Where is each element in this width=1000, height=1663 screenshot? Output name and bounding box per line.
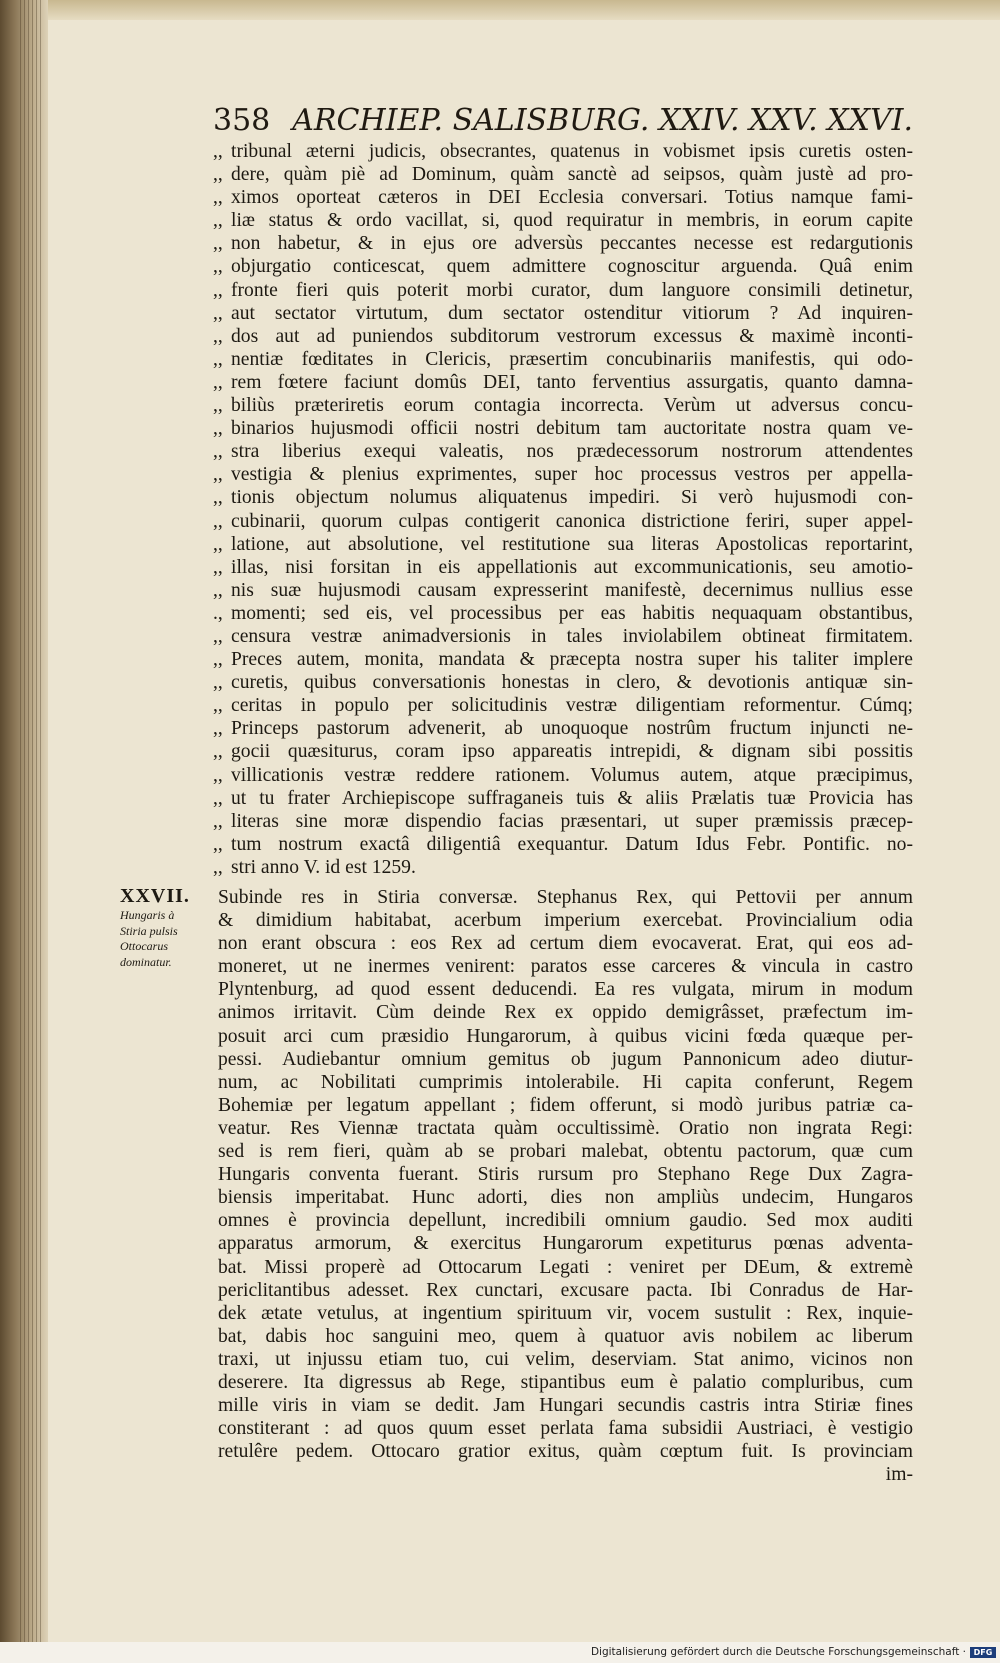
body-line: Subinde res in Stiria conversæ. Stephanus Rex, qui Pettovii per annum <box>218 887 913 908</box>
quote-mark: ,, <box>213 741 223 763</box>
page-edges <box>20 0 44 1642</box>
letter-text <box>213 140 913 879</box>
section-number: XXVII. <box>120 885 190 907</box>
letter-line <box>213 717 913 740</box>
running-header <box>213 101 914 141</box>
letter-line-text: villicationis vestræ reddere rationem. Volumus autem, atque præcipimus, <box>231 764 913 786</box>
letter-line-text: stri anno V. id est 1259. <box>231 856 416 878</box>
letter-line <box>213 833 913 856</box>
letter-line-text: cubinarii, quorum culpas contigerit canonica districtione feriri, super appel- <box>231 510 913 532</box>
letter-line <box>213 463 913 486</box>
quote-mark: ., <box>213 602 223 624</box>
body-line: deserere. Ita digressus ab Rege, stipantibus eum è palatio compluribus, cum <box>218 1371 913 1393</box>
body-line: dek ætate vetulus, at ingentium spirituum vir, vocem sustulit : Rex, inquie- <box>218 1302 913 1324</box>
quote-mark: ,, <box>213 787 223 809</box>
body-line: apparatus armorum, & exercitus Hungarorum expetiturus pœnas adventa- <box>218 1233 913 1255</box>
body-line: constiterant : ad quos quum esset perlata fama subsidii Austriaci, è vestigio <box>218 1418 913 1440</box>
quote-mark: ,, <box>213 302 223 324</box>
quote-mark: ,, <box>213 856 223 878</box>
catchword: im- <box>885 1464 913 1486</box>
body-line: retulêre pedem. Ottocaro gratior exitus, quàm cœptum fuit. Is provinciam <box>218 1441 913 1463</box>
body-line: & dimidium habitabat, acerbum imperium exercebat. Provincialium odia <box>218 910 913 932</box>
quote-mark: ,, <box>213 233 223 255</box>
letter-line-text: illas, nisi forsitan in eis appellationis aut excommunicationis, seu amotio- <box>231 556 913 578</box>
body-line: animos irritavit. Cùm deinde Rex ex oppido demigrâsset, præfectum im- <box>218 1002 913 1024</box>
letter-line <box>213 556 913 579</box>
dfg-logo: DFG <box>970 1647 996 1658</box>
letter-line-text: momenti; sed eis, vel processibus per eas habitis nequaquam obstantibus, <box>231 602 913 624</box>
quote-mark: ,, <box>213 510 223 532</box>
letter-line-text: tum nostrum exactâ diligentiâ exequantur. Datum Idus Febr. Pontific. no- <box>231 833 913 855</box>
letter-line-text: gocii quæsiturus, coram ipso appareatis intrepidi, & dignam sibi possitis <box>231 741 913 763</box>
letter-line-text: liæ status & ordo vacillat, si, quod requiratur in membris, in eorum capite <box>231 210 913 232</box>
body-line: traxi, ut injussu etiam tuo, cui velim, deserviam. Stat animo, vicinos non <box>218 1348 913 1370</box>
quote-mark: ,, <box>213 625 223 647</box>
letter-line <box>213 371 913 394</box>
letter-line <box>213 394 913 417</box>
body-line: non erant obscura : eos Rex ad certum diem evocaverat. Erat, qui eos ad- <box>218 933 913 955</box>
body-line: bat, dabis hoc sanguini meo, quem à quatuor avis nobilem ac liberum <box>218 1325 913 1347</box>
quote-mark: ,, <box>213 487 223 509</box>
section-body <box>218 886 913 1487</box>
page-number: 358 <box>213 103 271 138</box>
quote-mark: ,, <box>213 279 223 301</box>
letter-line-text: nentiæ fœditates in Clericis, præsertim concubinariis manifestis, qui odo- <box>231 348 913 370</box>
letter-line-text: dos aut ad puniendos subditorum vestrorum excessus & maximè inconti- <box>231 325 913 347</box>
quote-mark: ,, <box>213 695 223 717</box>
letter-line-text: tionis objectum nolumus aliquatenus impediri. Si verò hujusmodi con- <box>231 487 913 509</box>
quote-mark: ,, <box>213 649 223 671</box>
letter-line-text: binarios hujusmodi officii nostri debitum tam auctoritate nostra quam ve- <box>231 418 913 440</box>
marginal-note-line: Hungaris à <box>120 908 175 922</box>
letter-line <box>213 787 913 810</box>
letter-line-text: nis suæ hujusmodi causam expresserint manifestè, decernimus nullius esse <box>231 579 913 601</box>
quote-mark: ,, <box>213 210 223 232</box>
quote-mark: ,, <box>213 325 223 347</box>
letter-line-text: non habetur, & in ejus ore adversùs peccantes necesse est redargutionis <box>231 233 913 255</box>
body-line: Hungaris conventa fuerant. Stiris rursum pro Stephano Rege Dux Zagra- <box>218 1164 913 1186</box>
quote-mark: ,, <box>213 556 223 578</box>
body-line: omnes è provincia depellunt, incredibili omnium gaudio. Sed mox auditi <box>218 1210 913 1232</box>
letter-line-text: ceritas in populo per solicitudinis vestræ diligentiam reformentur. Cúmq; <box>231 695 913 717</box>
quote-mark: ,, <box>213 579 223 601</box>
letter-line-text: tribunal æterni judicis, obsecrantes, quatenus in vobismet ipsis curetis osten- <box>231 141 913 162</box>
quote-mark: ,, <box>213 164 223 186</box>
letter-line <box>213 348 913 371</box>
quote-mark: ,, <box>213 371 223 393</box>
quote-mark: ,, <box>213 833 223 855</box>
letter-line <box>213 279 913 302</box>
running-title: ARCHIEP. SALISBURG. XXIV. XXV. XXVI. <box>292 103 914 138</box>
letter-line-text: fronte fieri quis poterit morbi curator, dum languore consimili detinetur, <box>231 279 913 301</box>
quote-mark: ,, <box>213 533 223 555</box>
quote-mark: ,, <box>213 718 223 740</box>
letter-line-text: curetis, quibus conversationis honestas in clero, & devotionis antiquæ sin- <box>231 672 913 694</box>
letter-line <box>213 602 913 625</box>
letter-line <box>213 671 913 694</box>
letter-line <box>213 510 913 533</box>
body-line: num, ac Nobilitati cumprimis intolerabile. Hi capita conferunt, Regem <box>218 1071 913 1093</box>
letter-line <box>213 209 913 232</box>
marginal-column <box>120 884 215 970</box>
letter-line-text: vestigia & plenius exprimentes, super hoc processus vestros per appella- <box>231 464 913 486</box>
letter-line <box>213 856 913 879</box>
letter-line <box>213 579 913 602</box>
footer-credit: Digitalisierung gefördert durch die Deutsche Forschungsgemeinschaft · <box>590 1646 966 1658</box>
letter-line-text: biliùs præteriretis eorum contagia incorrecta. Verùm ut adversus concu- <box>231 395 913 417</box>
quote-mark: ,, <box>213 141 223 162</box>
marginal-note <box>120 908 215 970</box>
letter-line <box>213 440 913 463</box>
letter-line <box>213 186 913 209</box>
quote-mark: ,, <box>213 810 223 832</box>
letter-line-text: censura vestræ animadversionis in tales inviolabilem obtineat firmitatem. <box>231 625 913 647</box>
letter-line <box>213 810 913 833</box>
footer-bar <box>0 1642 1000 1663</box>
marginal-note-line: Stiria pulsis <box>120 923 178 938</box>
marginal-note-line: dominatur. <box>120 954 172 969</box>
body-line: Plyntenburg, ad quod essent deducendi. Ea res vulgata, mirum in modum <box>218 979 913 1001</box>
page-top-edge <box>48 0 1000 20</box>
letter-line-text: objurgatio conticescat, quem admittere cognoscitur arguenda. Quâ enim <box>231 256 913 278</box>
body-line: sed is rem fieri, quàm ab se probari malebat, obtentu pactorum, quæ cum <box>218 1141 913 1163</box>
letter-line <box>213 740 913 763</box>
letter-line <box>213 325 913 348</box>
body-line: periclitantibus adesset. Rex cunctari, excusare pacta. Ibi Conradus de Har- <box>218 1279 913 1301</box>
body-line: moneret, ut ne inermes venirent: paratos esse carceres & vincula in castro <box>218 956 913 978</box>
letter-line-text: Princeps pastorum advenerit, ab unoquoque nostrûm fructum injuncti ne- <box>231 718 913 740</box>
body-line: posuit arci cum præsidio Hungarorum, à quibus vicini fœda quæque per- <box>218 1025 913 1047</box>
quote-mark: ,, <box>213 672 223 694</box>
letter-line-text: stra liberius exequi valeatis, nos prædecessorum nostrorum attendentes <box>231 441 913 463</box>
quote-mark: ,, <box>213 395 223 417</box>
marginal-note-line: Ottocarus <box>120 939 168 953</box>
letter-line-text: aut sectator virtutum, dum sectator ostenditur vitiorum ? Ad inquiren- <box>231 302 913 324</box>
quote-mark: ,, <box>213 187 223 209</box>
body-line: mille viris in viam se dedit. Jam Hungari secundis castris intra Stiriæ fines <box>218 1395 913 1417</box>
letter-line-text: Preces autem, monita, mandata & præcepta nostra super his taliter implere <box>231 649 913 671</box>
letter-line-text: literas sine moræ dispendio facias præsentari, ut super præmissis præcep- <box>231 810 913 832</box>
body-line: veatur. Res Viennæ tractata quàm occultissimè. Oratio non ingrata Regi: <box>218 1117 913 1139</box>
quote-mark: ,, <box>213 764 223 786</box>
letter-line <box>213 140 913 163</box>
body-line: biensis imperitabat. Hunc adorti, dies non ampliùs undecim, Hungaros <box>218 1187 913 1209</box>
letter-line <box>213 694 913 717</box>
body-line: pessi. Audiebantur omnium gemitus ob jugum Pannonicum adeo diutur- <box>218 1048 913 1070</box>
body-line: Bohemiæ per legatum appellant ; fidem offerunt, si modò juribus patriæ ca- <box>218 1094 913 1116</box>
letter-line <box>213 232 913 255</box>
quote-mark: ,, <box>213 464 223 486</box>
letter-line <box>213 486 913 509</box>
letter-line <box>213 302 913 325</box>
letter-line <box>213 648 913 671</box>
quote-mark: ,, <box>213 441 223 463</box>
letter-line-text: latione, aut absolutione, vel restitutione sua literas Apostolicas reportarint, <box>231 533 913 555</box>
letter-line <box>213 533 913 556</box>
letter-line-text: rem fœtere faciunt domûs DEI, tanto ferventius assurgatis, quanto damna- <box>231 371 913 393</box>
letter-line <box>213 764 913 787</box>
letter-line <box>213 255 913 278</box>
letter-line-text: dere, quàm piè ad Dominum, quàm sanctè ad seipsos, quàm justè ad pro- <box>231 164 913 186</box>
letter-line <box>213 417 913 440</box>
letter-line-text: ut tu frater Archiepiscope suffraganeis tuis & aliis Prælatis tuæ Provicia has <box>231 787 913 809</box>
letter-line <box>213 163 913 186</box>
letter-line-text: ximos oporteat cæteros in DEI Ecclesia conversari. Totius namque fami- <box>231 187 913 209</box>
quote-mark: ,, <box>213 256 223 278</box>
quote-mark: ,, <box>213 348 223 370</box>
body-line: bat. Missi properè ad Ottocarum Legati : veniret per DEum, & extremè <box>218 1256 913 1278</box>
letter-line <box>213 625 913 648</box>
quote-mark: ,, <box>213 418 223 440</box>
